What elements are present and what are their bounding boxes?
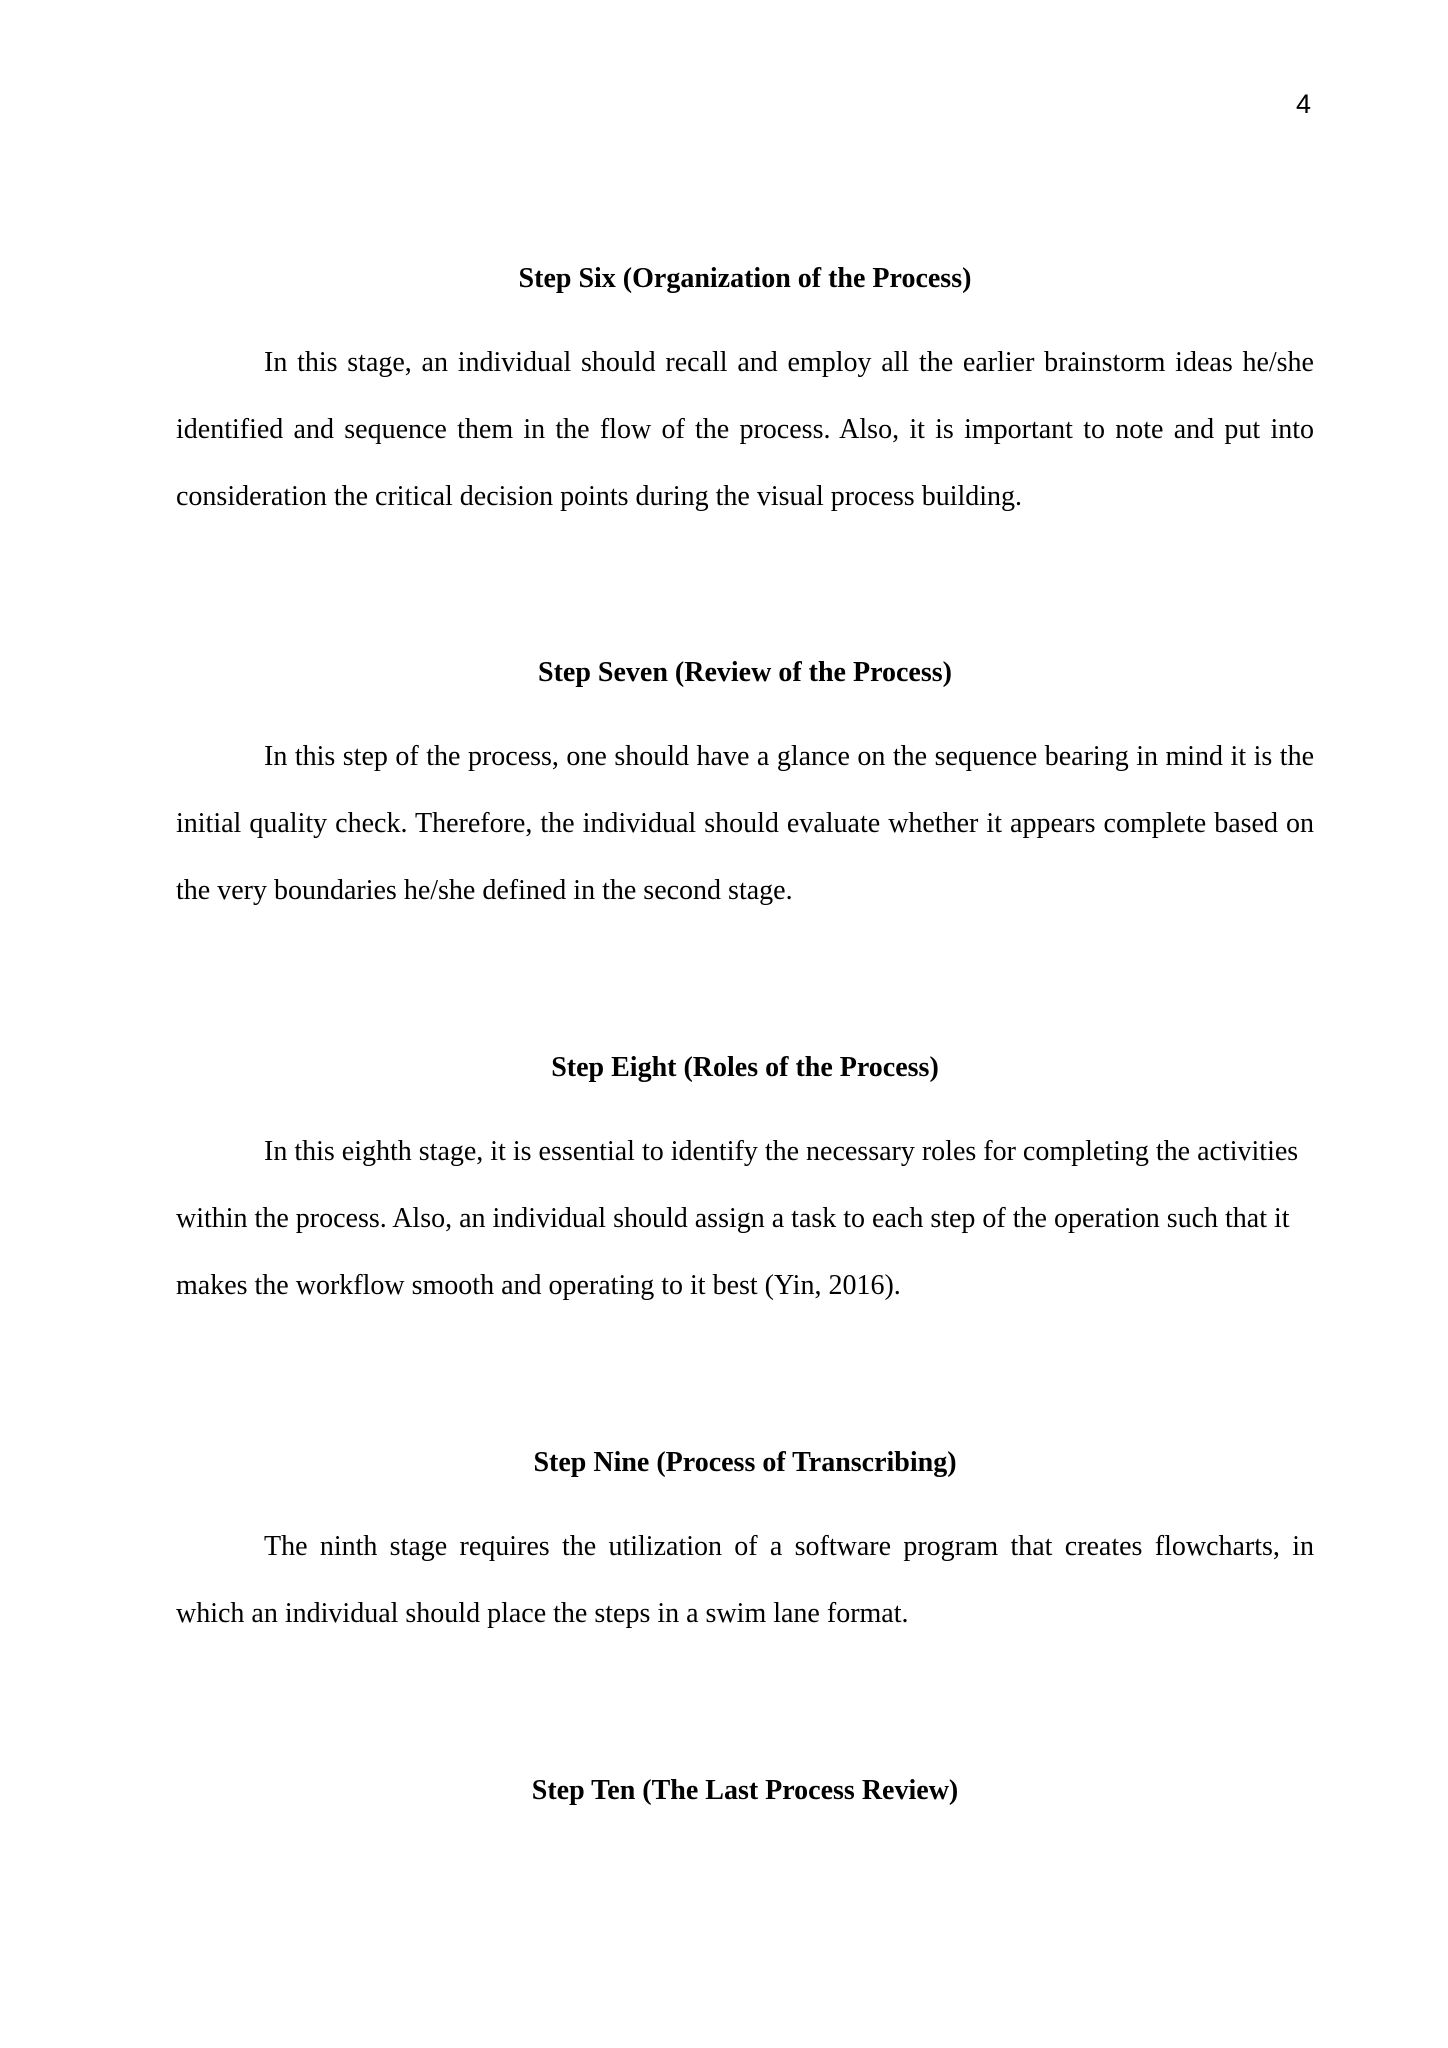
section-paragraph: In this step of the process, one should have a glance on the sequence bearing in mind it is the initial quality check. Therefore, the individual should evaluate whether it appears complete based on the very boundaries he/she defined in the second stage. xyxy=(176,741,1314,906)
section-paragraph: In this stage, an individual should recall and employ all the earlier brainstorm ideas he/she identified and sequence them in the flow of the process. Also, it is important to note and put into consideration the critical decision points during the visual process building. xyxy=(176,347,1314,512)
page-number: 4 xyxy=(1296,89,1312,119)
section-step-ten xyxy=(176,1774,1314,1808)
section-heading: Step Seven (Review of the Process) xyxy=(538,657,952,688)
section-heading: Step Six (Organization of the Process) xyxy=(518,263,972,294)
section-heading: Step Eight (Roles of the Process) xyxy=(551,1052,939,1083)
section-step-six xyxy=(176,262,1314,530)
section-paragraph: In this eighth stage, it is essential to identify the necessary roles for completing the activities within the process. Also, an individual should assign a task to each step of the operation such that it makes the workflow smooth and operating to it best (Yin, 2016). xyxy=(176,1136,1299,1301)
section-step-nine xyxy=(176,1446,1314,1647)
section-heading: Step Nine (Process of Transcribing) xyxy=(533,1447,957,1478)
section-paragraph: The ninth stage requires the utilization of a software program that creates flowcharts, in which an individual should place the steps in a swim lane format. xyxy=(176,1531,1314,1629)
section-step-eight xyxy=(176,1051,1314,1319)
section-step-seven xyxy=(176,656,1314,924)
section-heading: Step Ten (The Last Process Review) xyxy=(531,1775,959,1806)
